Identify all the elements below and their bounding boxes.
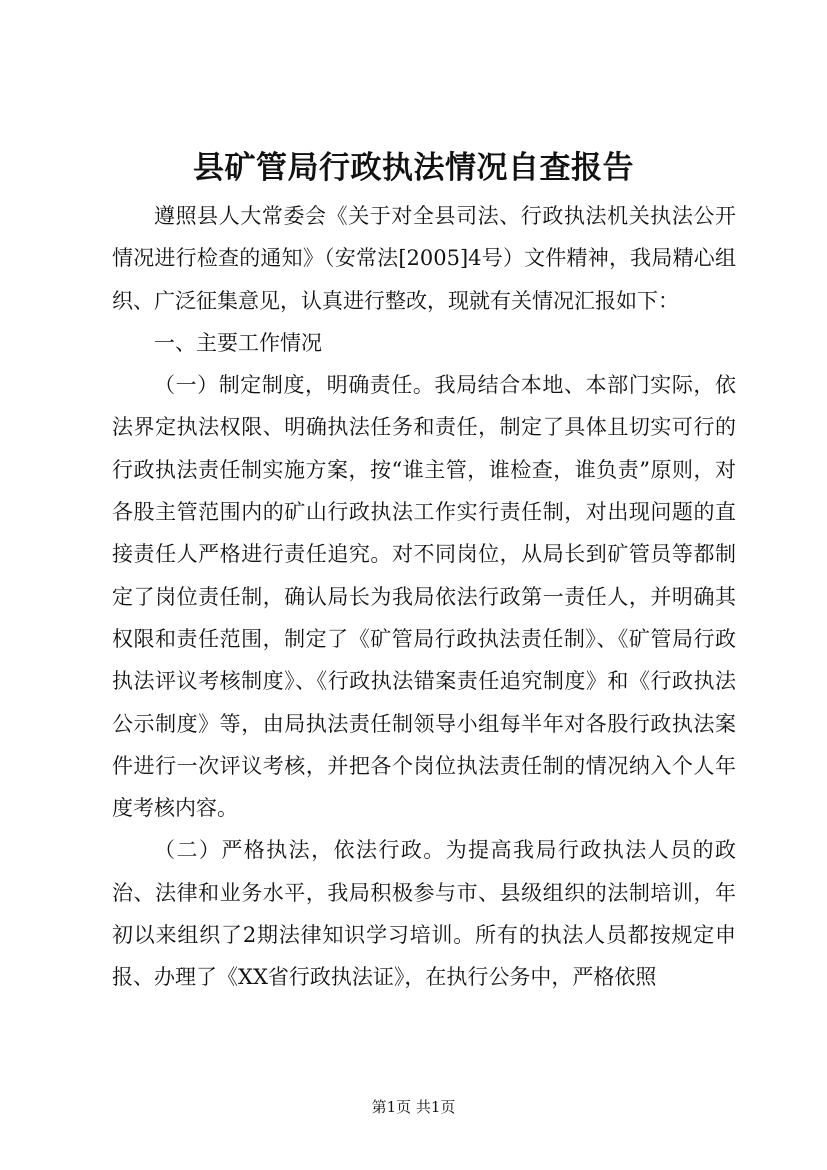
paragraph-section-1: （一）制定制度，明确责任。我局结合本地、本部门实际，依法界定执法权限、明确执法任务和责任，制定了具体且切实可行的行政执法责任制实施方案，按“谁主管，谁检查，谁负责”原则，对各股主管范围内的矿山行政执法工作实行责任制，对出现问题的直接责任人严格进行责任追究。对不同岗位，从局长到矿管员等都制定了岗位责任制，确认局长为我局依法行政第一责任人，并明确其权限和责任范围，制定了《矿管局行政执法责任制》、《矿管局行政执法评议考核制度》、《行政执法错案责任追究制度》和《行政执法公示制度》等，由局执法责任制领导小组每半年对各股行政执法案件进行一次评议考核，并把各个岗位执法责任制的情况纳入个人年度考核内容。 — [112, 373, 736, 821]
page-footer: 第1页 共1页 — [371, 1098, 456, 1116]
document-title: 县矿管局行政执法情况自查报告 — [193, 150, 634, 186]
document-body — [112, 195, 736, 999]
section-heading: 一、主要工作情况 — [154, 330, 322, 355]
paragraph-section-2: （二）严格执法，依法行政。为提高我局行政执法人员的政治、法律和业务水平，我局积极参与市、县级组织的法制培训，年初以来组织了2期法律知识学习培训。所有的执法人员都按规定申报、办理了《XX省行政执法证》，在执行公务中，严格依照 — [112, 838, 736, 990]
paragraph-intro: 遵照县人大常委会《关于对全县司法、行政执法机关执法公开情况进行检查的通知》（安常法[2005]4号）文件精神，我局精心组织、广泛征集意见，认真进行整改，现就有关情况汇报如下： — [112, 204, 736, 313]
